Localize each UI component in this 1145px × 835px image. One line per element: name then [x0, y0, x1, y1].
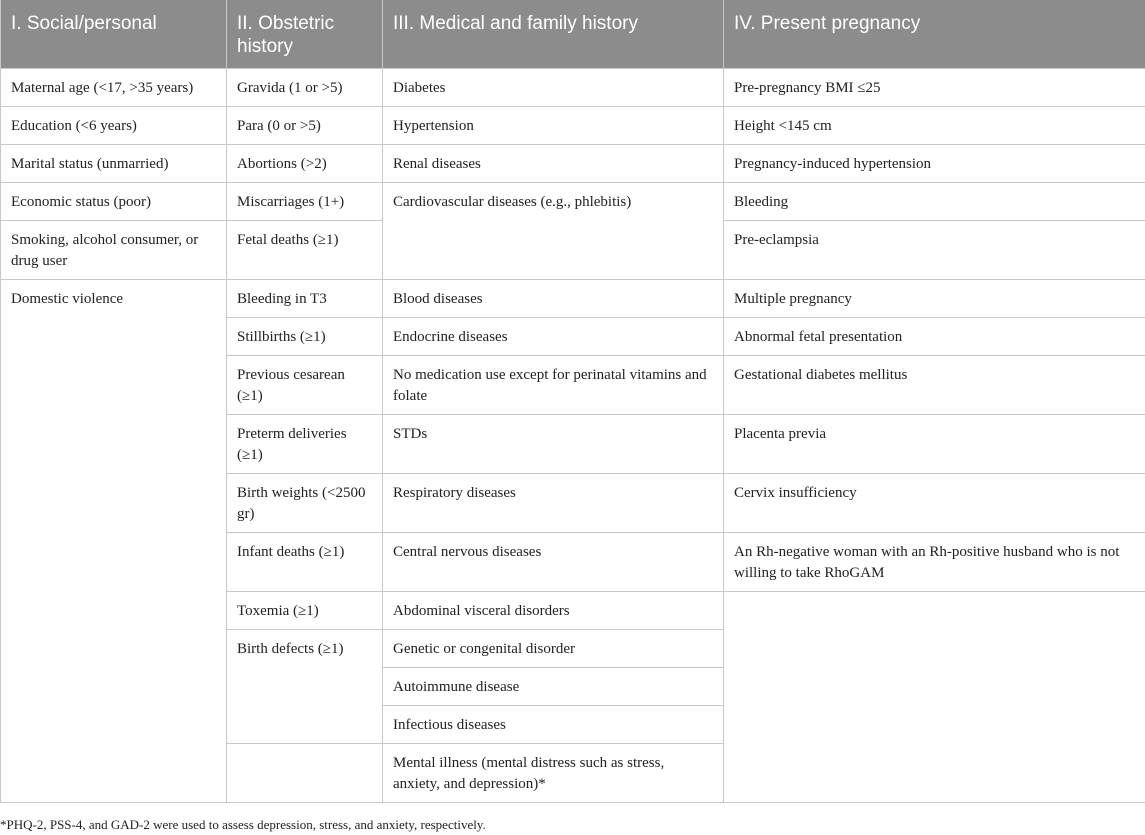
obstetric-cell: Para (0 or >5)	[227, 107, 383, 145]
pregnancy-cell: Height <145 cm	[724, 107, 1145, 145]
medical-cell: Blood diseases	[383, 280, 724, 318]
pregnancy-cell: Pre-pregnancy BMI ≤25	[724, 69, 1145, 107]
header-row	[1, 0, 1145, 69]
medical-cell: Hypertension	[383, 107, 724, 145]
table-row	[1, 107, 1145, 145]
medical-cell: Central nervous diseases	[383, 533, 724, 592]
social-cell: Smoking, alcohol consumer, or drug user	[1, 221, 227, 280]
pregnancy-cell: Abnormal fetal presentation	[724, 318, 1145, 356]
table-row	[1, 69, 1145, 107]
table-row	[1, 183, 1145, 221]
obstetric-cell: Bleeding in T3	[227, 280, 383, 318]
medical-cell: Diabetes	[383, 69, 724, 107]
medical-cell: STDs	[383, 415, 724, 474]
pregnancy-cell: Placenta previa	[724, 415, 1145, 474]
social-cell: Maternal age (<17, >35 years)	[1, 69, 227, 107]
social-cell: Marital status (unmarried)	[1, 145, 227, 183]
medical-cell: Abdominal visceral disorders	[383, 592, 724, 630]
medical-cell: Infectious diseases	[383, 706, 724, 744]
medical-cell: Endocrine diseases	[383, 318, 724, 356]
obstetric-cell: Birth defects (≥1)	[227, 630, 383, 744]
medical-cell: No medication use except for perinatal vitamins and folate	[383, 356, 724, 415]
pregnancy-cell: An Rh-negative woman with an Rh-positive husband who is not willing to take RhoGAM	[724, 533, 1145, 592]
medical-cell: Renal diseases	[383, 145, 724, 183]
obstetric-cell: Previous cesarean (≥1)	[227, 356, 383, 415]
header-medical-family-history: III. Medical and family history	[383, 0, 724, 69]
table-row	[1, 145, 1145, 183]
obstetric-cell: Gravida (1 or >5)	[227, 69, 383, 107]
medical-cell: Mental illness (mental distress such as stress, anxiety, and depression)*	[383, 744, 724, 803]
header-present-pregnancy: IV. Present pregnancy	[724, 0, 1145, 69]
social-cell: Economic status (poor)	[1, 183, 227, 221]
pregnancy-cell: Pre-eclampsia	[724, 221, 1145, 280]
obstetric-cell: Abortions (>2)	[227, 145, 383, 183]
social-cell: Domestic violence	[1, 280, 227, 803]
obstetric-cell: Toxemia (≥1)	[227, 592, 383, 630]
obstetric-cell-empty	[227, 744, 383, 803]
social-cell: Education (<6 years)	[1, 107, 227, 145]
medical-cell: Genetic or congenital disorder	[383, 630, 724, 668]
obstetric-cell: Birth weights (<2500 gr)	[227, 474, 383, 533]
obstetric-cell: Infant deaths (≥1)	[227, 533, 383, 592]
obstetric-cell: Preterm deliveries (≥1)	[227, 415, 383, 474]
pregnancy-cell: Cervix insufficiency	[724, 474, 1145, 533]
table-row	[1, 280, 1145, 318]
pregnancy-cell: Multiple pregnancy	[724, 280, 1145, 318]
pregnancy-cell: Pregnancy-induced hypertension	[724, 145, 1145, 183]
header-social-personal: I. Social/personal	[1, 0, 227, 69]
pregnancy-cell: Bleeding	[724, 183, 1145, 221]
obstetric-cell: Miscarriages (1+)	[227, 183, 383, 221]
header-obstetric-history: II. Obstetric history	[227, 0, 383, 69]
pregnancy-cell-empty	[724, 592, 1145, 803]
medical-cell: Autoimmune disease	[383, 668, 724, 706]
obstetric-cell: Stillbirths (≥1)	[227, 318, 383, 356]
medical-cell: Respiratory diseases	[383, 474, 724, 533]
pregnancy-cell: Gestational diabetes mellitus	[724, 356, 1145, 415]
medical-cell: Cardiovascular diseases (e.g., phlebitis)	[383, 183, 724, 280]
table-footnote: *PHQ-2, PSS-4, and GAD-2 were used to assess depression, stress, and anxiety, respectively.	[0, 817, 486, 832]
obstetric-cell: Fetal deaths (≥1)	[227, 221, 383, 280]
